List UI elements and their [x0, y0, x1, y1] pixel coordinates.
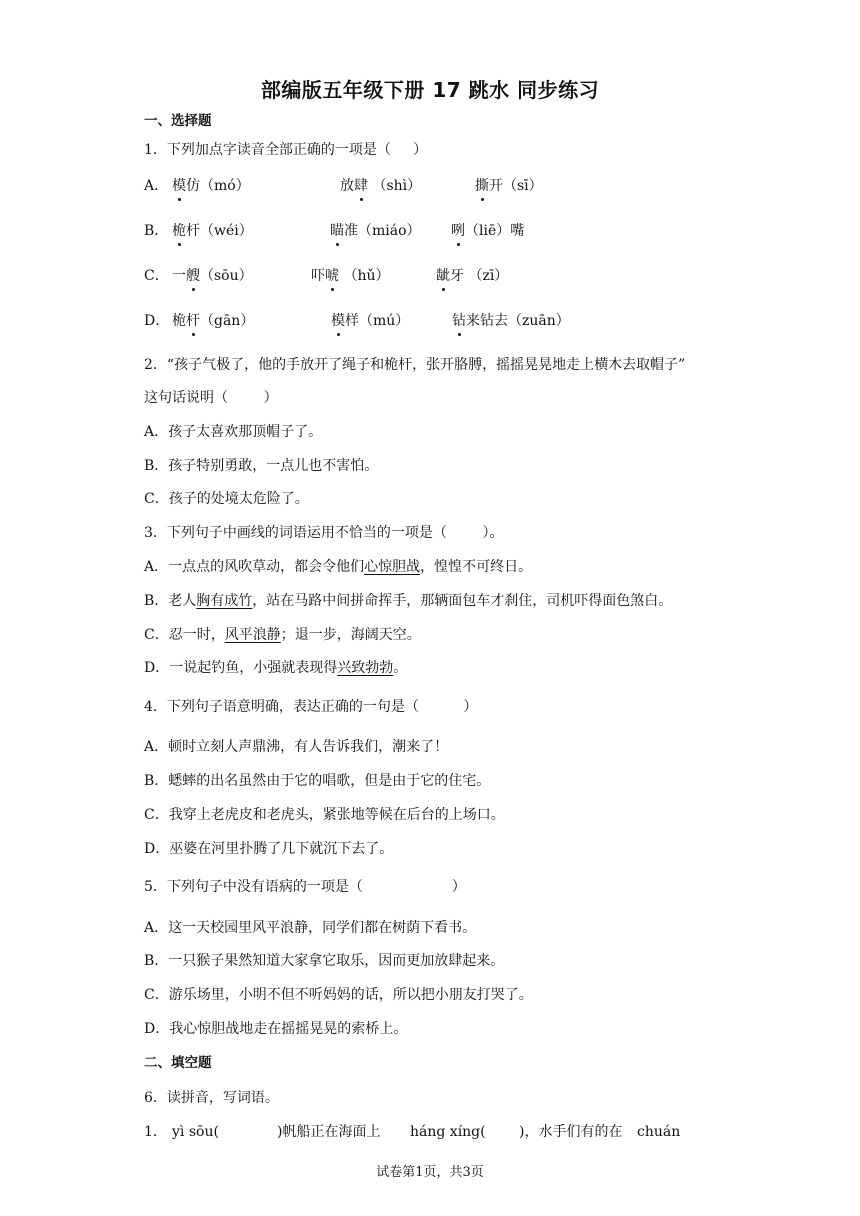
question-2-option-b: B．孩子特别勇敢，一点儿也不害怕。	[144, 458, 379, 474]
option-word-1: 模仿（mó）	[172, 178, 250, 194]
option-label: B．	[144, 223, 169, 239]
question-2-stem: 2．“孩子气极了，他的手放开了绳子和桅杆，张开胳膊，摇摇晃晃地走上横木去取帽子”	[144, 357, 686, 373]
question-2-stem-cont: 这句话说明（ ）	[144, 390, 278, 406]
question-4-option-d: D．巫婆在河里扑腾了几下就沉下去了。	[144, 841, 394, 857]
option-word-2: 模样（mú）	[331, 313, 410, 329]
underlined-word: 胸有成竹	[196, 593, 253, 609]
option-word-3: 龇牙 （zī）	[436, 268, 509, 284]
question-1-stem: 1．下列加点字读音全部正确的一项是（ ）	[144, 142, 428, 158]
question-3-option-d: D．一说起钓鱼，小强就表现得兴致勃勃。	[144, 660, 408, 676]
question-3-stem: 3．下列句子中画线的词语运用不恰当的一项是（ ）。	[144, 525, 504, 541]
pinyin-prompt: yì sōu(	[172, 1124, 219, 1140]
option-label: A．	[144, 178, 169, 194]
question-3-option-b: B．老人胸有成竹，站在马路中间拼命挥手，那辆面包车才刹住，司机吓得面色煞白。	[144, 593, 673, 609]
option-word-3: 钻来钻去（zuān）	[452, 313, 570, 329]
option-word-2: 瞄准（miáo）	[330, 223, 421, 239]
option-label: D．	[144, 313, 170, 329]
question-2-option-a: A．孩子太喜欢那顶帽子了。	[144, 424, 323, 440]
question-4-stem: 4．下列句子语意明确，表达正确的一句是（ ）	[144, 699, 478, 715]
underlined-word: 心惊胆战	[364, 559, 421, 575]
option-word-2: 吓唬 （hǔ）	[311, 268, 390, 284]
section-heading-choice: 一、选择题	[144, 113, 212, 129]
question-4-option-b: B．蟋蟀的出名虽然由于它的唱歌，但是由于它的住宅。	[144, 773, 491, 789]
question-5-option-b: B．一只猴子果然知道大家拿它取乐，因而更加放肆起来。	[144, 953, 505, 969]
section-heading-fill: 二、填空题	[144, 1055, 212, 1071]
question-4-option-a: A．顿时立刻人声鼎沸，有人告诉我们，潮来了！	[144, 739, 449, 755]
pinyin-prompt: háng xíng(	[410, 1124, 486, 1140]
question-3-option-a: A．一点点的风吹草动，都会令他们心惊胆战，惶惶不可终日。	[144, 559, 533, 575]
question-2-option-c: C．孩子的处境太危险了。	[144, 491, 309, 507]
option-word-3: 咧（liē）嘴	[451, 223, 525, 239]
underlined-word: 风平浪静	[224, 627, 281, 643]
question-5-option-a: A．这一天校园里风平浪静，同学们都在树荫下看书。	[144, 920, 477, 936]
question-5-option-d: D．我心惊胆战地走在摇摇晃晃的索桥上。	[144, 1021, 408, 1037]
pinyin-prompt: chuán	[637, 1124, 681, 1140]
question-4-option-c: C．我穿上老虎皮和老虎头，紧张地等候在后台的上场口。	[144, 807, 505, 823]
page-title: 部编版五年级下册 17 跳水 同步练习	[260, 78, 600, 102]
option-word-3: 撕开（sī）	[475, 178, 543, 194]
underlined-word: 兴致勃勃	[337, 660, 394, 676]
question-3-option-c: C．忍一时，风平浪静；退一步，海阔天空。	[144, 627, 421, 643]
question-5-option-c: C．游乐场里，小明不但不听妈妈的话，所以把小朋友打哭了。	[144, 987, 533, 1003]
option-word-1: 桅杆（wéi）	[172, 223, 253, 239]
page-footer: 试卷第1页，共3页	[376, 1165, 484, 1180]
question-5-stem: 5．下列句子中没有语病的一项是（ ）	[144, 879, 466, 895]
option-label: C．	[144, 268, 169, 284]
option-word-2: 放肆 （shì）	[340, 178, 422, 194]
option-word-1: 一艘（sōu）	[172, 268, 253, 284]
question-6-stem: 6．读拼音，写词语。	[144, 1090, 279, 1106]
option-word-1: 桅杆（gān）	[172, 313, 255, 329]
